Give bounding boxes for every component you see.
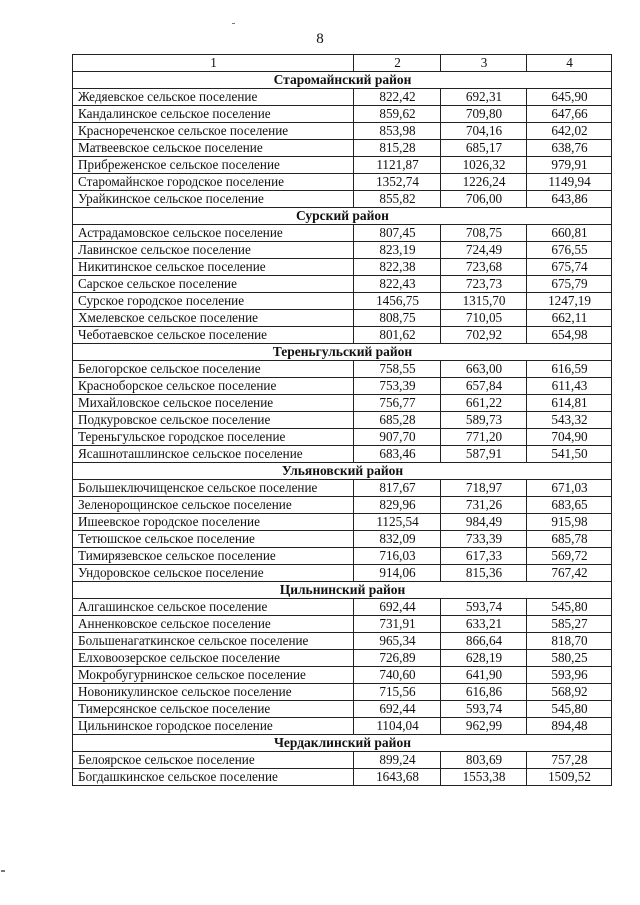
value-col-4: 1509,52 (527, 769, 612, 786)
value-col-4: 767,42 (527, 565, 612, 582)
value-col-3: 1553,38 (441, 769, 527, 786)
value-col-3: 704,16 (441, 123, 527, 140)
table-row (73, 718, 612, 735)
column-number-2: 2 (354, 55, 441, 72)
settlement-name: Большенагаткинское сельское поселение (73, 633, 354, 650)
value-col-2: 716,03 (354, 548, 441, 565)
table-row (73, 684, 612, 701)
value-col-2: 808,75 (354, 310, 441, 327)
settlement-name: Сарское сельское поселение (73, 276, 354, 293)
value-col-2: 1104,04 (354, 718, 441, 735)
value-col-3: 771,20 (441, 429, 527, 446)
settlement-name: Новоникулинское сельское поселение (73, 684, 354, 701)
value-col-3: 731,26 (441, 497, 527, 514)
table-row (73, 769, 612, 786)
value-col-4: 541,50 (527, 446, 612, 463)
table-row (73, 191, 612, 208)
table-row (73, 225, 612, 242)
value-col-4: 757,28 (527, 752, 612, 769)
value-col-4: 638,76 (527, 140, 612, 157)
district-heading: Сурский район (73, 208, 612, 225)
value-col-4: 685,78 (527, 531, 612, 548)
table-row (73, 174, 612, 191)
scan-speck (232, 23, 235, 24)
settlement-name: Алгашинское сельское поселение (73, 599, 354, 616)
value-col-3: 702,92 (441, 327, 527, 344)
value-col-4: 675,74 (527, 259, 612, 276)
value-col-3: 984,49 (441, 514, 527, 531)
table-row (73, 514, 612, 531)
settlement-name: Прибреженское сельское поселение (73, 157, 354, 174)
value-col-3: 663,00 (441, 361, 527, 378)
value-col-3: 1226,24 (441, 174, 527, 191)
table-row (73, 242, 612, 259)
value-col-3: 815,36 (441, 565, 527, 582)
settlement-name: Кандалинское сельское поселение (73, 106, 354, 123)
value-col-2: 822,38 (354, 259, 441, 276)
value-col-3: 616,86 (441, 684, 527, 701)
settlement-name: Большеключищенское сельское поселение (73, 480, 354, 497)
value-col-3: 962,99 (441, 718, 527, 735)
value-col-2: 692,44 (354, 701, 441, 718)
value-col-3: 657,84 (441, 378, 527, 395)
column-number-4: 4 (527, 55, 612, 72)
table-row (73, 701, 612, 718)
value-col-3: 633,21 (441, 616, 527, 633)
settlement-name: Старомайнское городское поселение (73, 174, 354, 191)
table-row (73, 480, 612, 497)
value-col-3: 628,19 (441, 650, 527, 667)
table-row (73, 599, 612, 616)
value-col-4: 616,59 (527, 361, 612, 378)
district-row (73, 208, 612, 225)
settlement-name: Тимерсянское сельское поселение (73, 701, 354, 718)
settlement-name: Астрадамовское сельское поселение (73, 225, 354, 242)
value-col-2: 914,06 (354, 565, 441, 582)
value-col-4: 979,91 (527, 157, 612, 174)
district-row (73, 344, 612, 361)
value-col-2: 822,42 (354, 89, 441, 106)
value-col-4: 545,80 (527, 599, 612, 616)
settlement-name: Елховоозерское сельское поселение (73, 650, 354, 667)
district-row (73, 582, 612, 599)
value-col-2: 1643,68 (354, 769, 441, 786)
value-col-3: 641,90 (441, 667, 527, 684)
value-col-3: 1026,32 (441, 157, 527, 174)
value-col-4: 585,27 (527, 616, 612, 633)
value-col-3: 733,39 (441, 531, 527, 548)
value-col-2: 855,82 (354, 191, 441, 208)
settlement-name: Белоярское сельское поселение (73, 752, 354, 769)
settlement-name: Мокробугурнинское сельское поселение (73, 667, 354, 684)
value-col-3: 1315,70 (441, 293, 527, 310)
value-col-4: 662,11 (527, 310, 612, 327)
value-col-4: 660,81 (527, 225, 612, 242)
district-heading: Чердаклинский район (73, 735, 612, 752)
value-col-3: 710,05 (441, 310, 527, 327)
value-col-4: 683,65 (527, 497, 612, 514)
value-col-4: 647,66 (527, 106, 612, 123)
value-col-2: 683,46 (354, 446, 441, 463)
value-col-4: 671,03 (527, 480, 612, 497)
value-col-4: 675,79 (527, 276, 612, 293)
table-row (73, 446, 612, 463)
table-row (73, 429, 612, 446)
value-col-2: 832,09 (354, 531, 441, 548)
value-col-2: 859,62 (354, 106, 441, 123)
value-col-2: 1456,75 (354, 293, 441, 310)
value-col-4: 580,25 (527, 650, 612, 667)
table-row (73, 548, 612, 565)
settlement-name: Жедяевское сельское поселение (73, 89, 354, 106)
settlement-name: Цильнинское городское поселение (73, 718, 354, 735)
value-col-3: 706,00 (441, 191, 527, 208)
table-row (73, 378, 612, 395)
value-col-4: 704,90 (527, 429, 612, 446)
settlement-name: Тереньгульское городское поселение (73, 429, 354, 446)
table-row (73, 497, 612, 514)
value-col-2: 685,28 (354, 412, 441, 429)
settlement-name: Ундоровское сельское поселение (73, 565, 354, 582)
value-col-2: 907,70 (354, 429, 441, 446)
table-row (73, 667, 612, 684)
value-col-4: 818,70 (527, 633, 612, 650)
value-col-2: 807,45 (354, 225, 441, 242)
district-row (73, 72, 612, 89)
table-row (73, 140, 612, 157)
table-row (73, 616, 612, 633)
value-col-2: 740,60 (354, 667, 441, 684)
table-row (73, 327, 612, 344)
table-row (73, 650, 612, 667)
table-row (73, 633, 612, 650)
settlement-name: Богдашкинское сельское поселение (73, 769, 354, 786)
value-col-3: 692,31 (441, 89, 527, 106)
value-col-2: 829,96 (354, 497, 441, 514)
value-col-3: 617,33 (441, 548, 527, 565)
value-col-4: 642,02 (527, 123, 612, 140)
table-row (73, 395, 612, 412)
value-col-3: 708,75 (441, 225, 527, 242)
district-heading: Цильнинский район (73, 582, 612, 599)
value-col-2: 801,62 (354, 327, 441, 344)
table-row (73, 157, 612, 174)
column-number-1: 1 (73, 55, 354, 72)
value-col-3: 723,73 (441, 276, 527, 293)
value-col-3: 593,74 (441, 599, 527, 616)
value-col-4: 614,81 (527, 395, 612, 412)
district-heading: Ульяновский район (73, 463, 612, 480)
settlement-name: Лавинское сельское поселение (73, 242, 354, 259)
value-col-2: 1352,74 (354, 174, 441, 191)
table-row (73, 752, 612, 769)
table-row (73, 531, 612, 548)
value-col-3: 803,69 (441, 752, 527, 769)
value-col-3: 724,49 (441, 242, 527, 259)
settlement-name: Урайкинское сельское поселение (73, 191, 354, 208)
value-col-4: 569,72 (527, 548, 612, 565)
settlement-table (72, 54, 612, 786)
page-number: 8 (316, 31, 324, 47)
value-col-2: 823,19 (354, 242, 441, 259)
column-number-3: 3 (441, 55, 527, 72)
settlement-name: Чеботаевское сельское поселение (73, 327, 354, 344)
district-row (73, 735, 612, 752)
district-heading: Тереньгульский район (73, 344, 612, 361)
table-row (73, 361, 612, 378)
settlement-name: Тимирязевское сельское поселение (73, 548, 354, 565)
value-col-2: 715,56 (354, 684, 441, 701)
value-col-4: 915,98 (527, 514, 612, 531)
value-col-2: 899,24 (354, 752, 441, 769)
value-col-4: 1247,19 (527, 293, 612, 310)
value-col-4: 568,92 (527, 684, 612, 701)
value-col-3: 709,80 (441, 106, 527, 123)
value-col-2: 731,91 (354, 616, 441, 633)
value-col-2: 753,39 (354, 378, 441, 395)
value-col-4: 1149,94 (527, 174, 612, 191)
value-col-2: 758,55 (354, 361, 441, 378)
value-col-4: 676,55 (527, 242, 612, 259)
settlement-name: Краснореченское сельское поселение (73, 123, 354, 140)
value-col-3: 661,22 (441, 395, 527, 412)
table-row (73, 106, 612, 123)
value-col-2: 1121,87 (354, 157, 441, 174)
value-col-2: 822,43 (354, 276, 441, 293)
settlement-name: Белогорское сельское поселение (73, 361, 354, 378)
settlement-name: Подкуровское сельское поселение (73, 412, 354, 429)
table-row (73, 293, 612, 310)
value-col-2: 726,89 (354, 650, 441, 667)
table-row (73, 565, 612, 582)
value-col-2: 817,67 (354, 480, 441, 497)
settlement-name: Ясашноташлинское сельское поселение (73, 446, 354, 463)
value-col-2: 1125,54 (354, 514, 441, 531)
value-col-4: 543,32 (527, 412, 612, 429)
settlement-name: Тетюшское сельское поселение (73, 531, 354, 548)
value-col-4: 645,90 (527, 89, 612, 106)
settlement-name: Никитинское сельское поселение (73, 259, 354, 276)
district-row (73, 463, 612, 480)
value-col-2: 853,98 (354, 123, 441, 140)
district-heading: Старомайнский район (73, 72, 612, 89)
column-number-row (73, 55, 612, 72)
settlement-name: Хмелевское сельское поселение (73, 310, 354, 327)
value-col-2: 965,34 (354, 633, 441, 650)
settlement-name: Анненковское сельское поселение (73, 616, 354, 633)
settlement-name: Красноборское сельское поселение (73, 378, 354, 395)
table-row (73, 123, 612, 140)
value-col-4: 545,80 (527, 701, 612, 718)
value-col-3: 723,68 (441, 259, 527, 276)
settlement-name: Зеленорощинское сельское поселение (73, 497, 354, 514)
table-row (73, 259, 612, 276)
value-col-3: 593,74 (441, 701, 527, 718)
value-col-2: 756,77 (354, 395, 441, 412)
value-col-4: 643,86 (527, 191, 612, 208)
table-row (73, 412, 612, 429)
scan-speck (1, 870, 5, 872)
value-col-4: 894,48 (527, 718, 612, 735)
table-row (73, 276, 612, 293)
value-col-4: 654,98 (527, 327, 612, 344)
value-col-3: 718,97 (441, 480, 527, 497)
table-row (73, 310, 612, 327)
settlement-name: Сурское городское поселение (73, 293, 354, 310)
value-col-3: 587,91 (441, 446, 527, 463)
table-row (73, 89, 612, 106)
value-col-2: 692,44 (354, 599, 441, 616)
value-col-4: 593,96 (527, 667, 612, 684)
value-col-3: 589,73 (441, 412, 527, 429)
value-col-3: 685,17 (441, 140, 527, 157)
value-col-4: 611,43 (527, 378, 612, 395)
value-col-2: 815,28 (354, 140, 441, 157)
settlement-name: Матвеевское сельское поселение (73, 140, 354, 157)
settlement-name: Ишеевское городское поселение (73, 514, 354, 531)
value-col-3: 866,64 (441, 633, 527, 650)
settlement-name: Михайловское сельское поселение (73, 395, 354, 412)
